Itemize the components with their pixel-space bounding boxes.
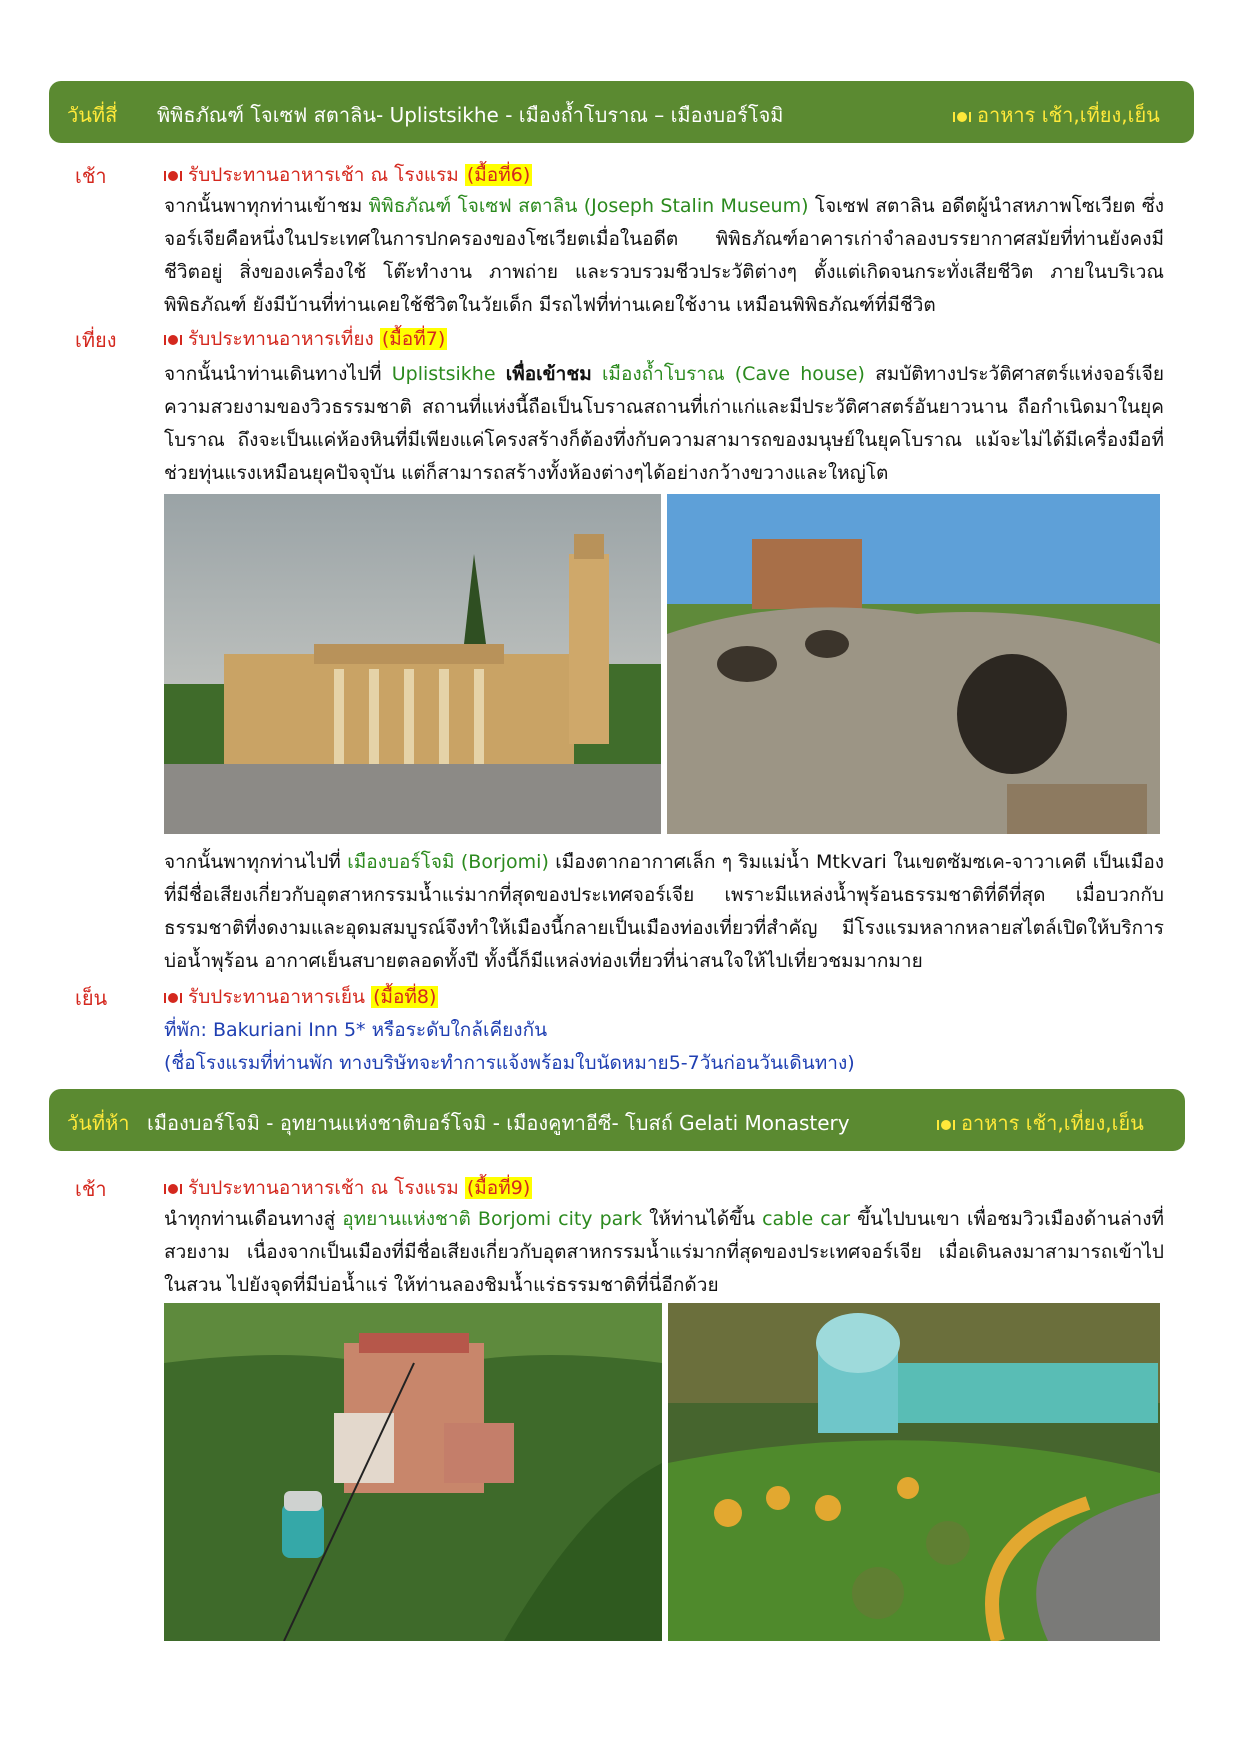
day4-route: พิพิธภัณฑ์ โจเซฟ สตาลิน- Uplistsikhe - เมืองถ้ำโบราณ – เมืองบอร์โจมิ (157, 103, 784, 127)
day5-route: เมืองบอร์โจมิ - อุทยานแห่งชาติบอร์โจมิ - เมืองคูทาอีซี- โบสถ์ Gelati Monastery (147, 1111, 850, 1135)
day4-header-bar (49, 81, 1194, 143)
meal-number-badge: (มื้อที่6) (466, 164, 531, 186)
dining-icon (953, 111, 971, 123)
day5-meals (937, 1107, 1144, 1139)
day4-morning-meal-text: รับประทานอาหารเช้า ณ โรงแรม (188, 164, 459, 186)
day5-meals-text: อาหาร เช้า,เที่ยง,เย็น (961, 1111, 1144, 1135)
borjomi-paragraph (164, 846, 1164, 978)
meal-number-badge: (มื้อที่8) (373, 986, 437, 1008)
uplistsikhe-name: Uplistsikhe (391, 363, 496, 385)
day4-evening-slot: เย็น (75, 986, 108, 1010)
day5-label: วันที่ห้า (67, 1111, 130, 1135)
borjomi-park-name: อุทยานแห่งชาติ Borjomi city park (342, 1208, 643, 1230)
day4-morning-meal (164, 160, 532, 190)
dining-icon (164, 334, 182, 346)
paragraph-text: ให้ท่านได้ขึ้น (649, 1208, 756, 1230)
stalin-museum-link: พิพิธภัณฑ์ โจเซฟ สตาลิน (Joseph Stalin Museum) (368, 195, 809, 217)
paragraph-text: จากนั้นนำท่านเดินทางไปที่ (164, 363, 382, 385)
day4-meals (953, 99, 1160, 131)
hotel-note: (ชื่อโรงแรมที่ท่านพัก ทางบริษัทจะทำการแจ้งพร้อมใบนัดหมาย5-7วันก่อนวันเดินทาง) (164, 1052, 855, 1074)
day4-noon-meal (164, 324, 447, 354)
day4-meals-text: อาหาร เช้า,เที่ยง,เย็น (977, 103, 1160, 127)
day5-morning-slot: เช้า (75, 1177, 107, 1201)
day5-header-bar (49, 1089, 1185, 1151)
paragraph-text: นำทุกท่านเดือนทางสู่ (164, 1208, 336, 1230)
paragraph-text: จากนั้นพาทุกท่านเข้าชม (164, 195, 363, 217)
paragraph-text: สมบัติทางประวัติศาสตร์แห่งจอร์เจีย ความสวยงามของวิวธรรมชาติ สถานที่แห่งนี้ถือเป็นโบราณสถานที่เก่าแก่และมีประวัติศาสตร์อันยาวนาน ถือกำเนิดมาในยุคโบราณ ถึงจะเป็นแค่ห้องหินที่มีเพียงแค่โครงสร้างก็ต้องทึ่งกับความสามารถของมนุษย์ในยุคโบราณ แม้จะไม่ได้มีเครื่องมือที่ช่วยทุ่นแรงเหมือนยุคปัจจุบัน แต่ก็สามารถสร้างทั้งห้องต่างๆได้อย่างกว้างขวางและใหญ่โต (164, 363, 1164, 484)
dining-icon (164, 1183, 182, 1195)
day4-noon-meal-text: รับประทานอาหารเที่ยง (188, 328, 374, 350)
paragraph-text: ขึ้นไปบนเขา เพื่อชมวิวเมืองด้านล่างที่สวยงาม เนื่องจากเป็นเมืองที่มีชื่อเสียงเกี่ยวกับอุตสาหกรรมน้ำแร่มากที่สุดของประเทศจอร์เจีย เมื่อเดินลงมาสามารถเข้าไปในสวน ไปยังจุดที่มีบ่อน้ำแร่ ให้ท่านลองชิมน้ำแร่ธรรมชาติที่นี่อีกด้วย (164, 1208, 1165, 1296)
borjomi-cable-car-photo (164, 1303, 662, 1641)
meal-number-badge: (มื้อที่7) (381, 328, 446, 350)
paragraph-text: จากนั้นพาทุกท่านไปที่ (164, 851, 341, 873)
day4-evening-meal (164, 982, 438, 1012)
cable-car-name: cable car (762, 1208, 851, 1230)
day5-morning-meal (164, 1173, 532, 1203)
dining-icon (937, 1119, 955, 1131)
paragraph-bold: เพื่อเข้าชม (505, 363, 592, 385)
day4-label: วันที่สี่ (67, 103, 118, 127)
day4-morning-paragraph (164, 190, 1164, 322)
meal-number-badge: (มื้อที่9) (466, 1177, 531, 1199)
hotel-info: ที่พัก: Bakuriani Inn 5* หรือระดับใกล้เคียงกัน (164, 1019, 548, 1041)
day4-morning-slot: เช้า (75, 164, 107, 188)
day4-noon-slot: เที่ยง (75, 328, 117, 352)
day4-noon-paragraph (164, 358, 1164, 490)
borjomi-park-photo (668, 1303, 1160, 1641)
dining-icon (164, 170, 182, 182)
day5-morning-meal-text: รับประทานอาหารเช้า ณ โรงแรม (188, 1177, 459, 1199)
dining-icon (164, 992, 182, 1004)
paragraph-text: โจเซฟ สตาลิน อดีตผู้นำสหภาพโซเวียต ซึ่งจอร์เจียคือหนึ่งในประเทศในการปกครองของโซเวียตเมื่อในอดีต พิพิธภัณฑ์อาคารเก่าจำลองบรรยากาศสมัยที่ท่านยังคงมีชีวิตอยู่ สิ่งของเครื่องใช้ โต๊ะทำงาน ภาพถ่าย และรวบรวมชีวประวัติต่างๆ ตั้งแต่เกิดจนกระทั่งเสียชีวิต ภายในบริเวณพิพิธภัณฑ์ ยังมีบ้านที่ท่านเคยใช้ชีวิตในวัยเด็ก มีรถไฟที่ท่านเคยใช้งาน เหมือนพิพิธภัณฑ์ที่มีชีวิต (164, 195, 1164, 316)
cave-house-photo (667, 494, 1160, 834)
cave-house-name: เมืองถ้ำโบราณ (Cave house) (601, 363, 865, 385)
borjomi-name: เมืองบอร์โจมิ (Borjomi) (347, 851, 549, 873)
day4-evening-meal-text: รับประทานอาหารเย็น (188, 986, 366, 1008)
paragraph-text: เมืองตากอากาศเล็ก ๆ ริมแม่น้ำ Mtkvari ในเขตซัมซเค-จาวาเคตี เป็นเมืองที่มีชื่อเสียงเกี่ยวกับอุตสาหกรรมน้ำแร่มากที่สุดของประเทศจอร์เจีย เพราะมีแหล่งน้ำพุร้อนธรรมชาติที่ดีที่สุด เมื่อบวกกับธรรมชาติที่งดงามและอุดมสมบูรณ์จึงทำให้เมืองนี้กลายเป็นเมืองท่องเที่ยวที่สำคัญ มีโรงแรมหลากหลายสไตล์เปิดให้บริการบ่อน้ำพุร้อน อากาศเย็นสบายตลอดทั้งปี ทั้งนี้ก็มีแหล่งท่องเที่ยวที่น่าสนใจให้ไปเที่ยวชมมากมาย (164, 851, 1165, 972)
day5-morning-paragraph (164, 1203, 1164, 1302)
stalin-museum-photo (164, 494, 661, 834)
